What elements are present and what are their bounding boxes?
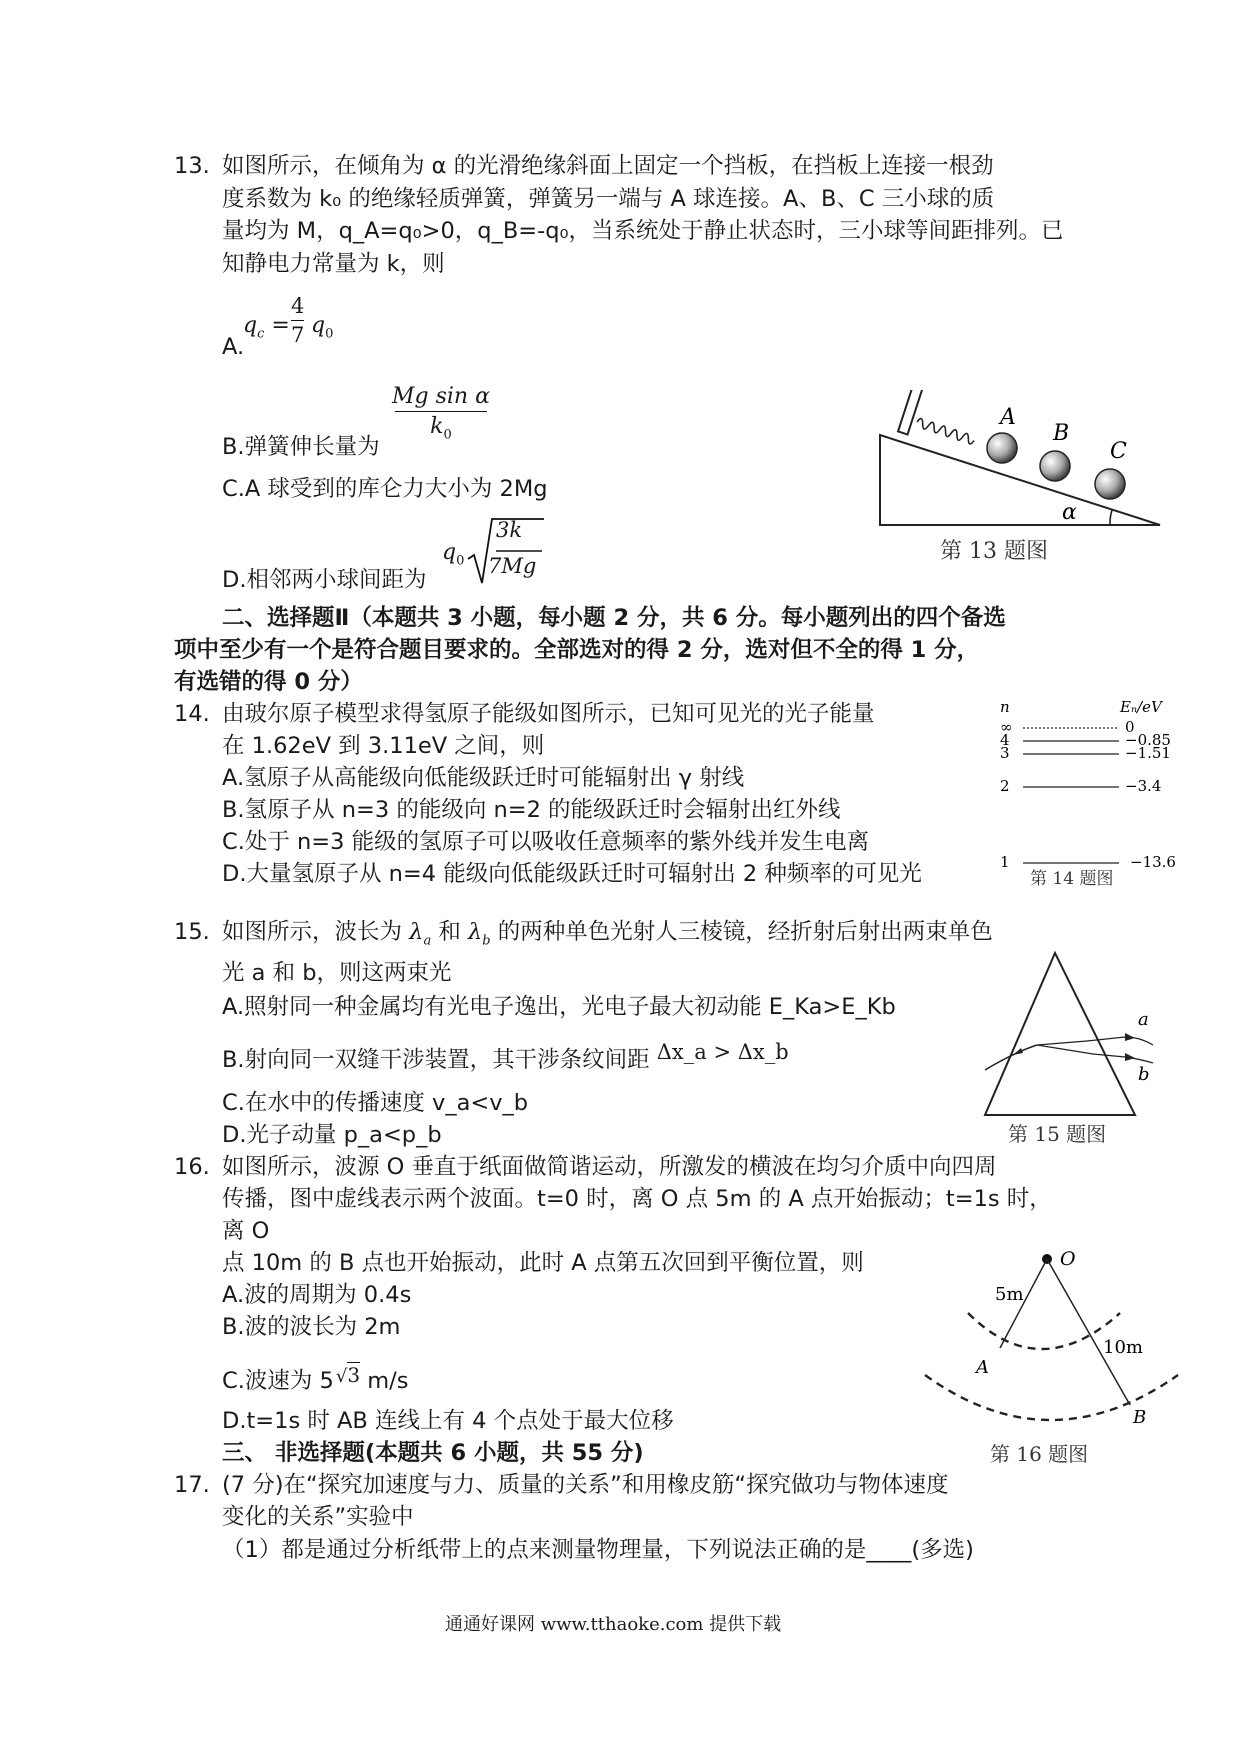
level-n: 4 <box>1000 731 1010 749</box>
q15-line1: 如图所示，波长为 $\lambda_a$ 和 $\lambda_b$ 的两种单色光射人三棱镜，经折射后射出两束单色 <box>222 919 993 949</box>
ball-c <box>1095 469 1125 499</box>
label-alpha: α <box>1062 500 1077 525</box>
e-header: Eₙ/eV <box>1120 698 1162 716</box>
section2-line1: 二、选择题Ⅱ（本题共 3 小题，每小题 2 分，共 6 分。每小题列出的四个备选 <box>222 605 1006 631</box>
q16-line2: 传播，图中虚线表示两个波面。t=0 时，离 O 点 5m 的 A 点开始振动；t=1s 时， <box>222 1186 1052 1212</box>
q13-option-d-coef: $q_0$ <box>442 540 465 569</box>
baffle <box>898 390 922 435</box>
ball-a <box>987 433 1017 463</box>
level-n: 3 <box>1000 744 1010 762</box>
q14-number: 14. <box>174 701 210 727</box>
q14-option-a: A.氢原子从高能级向低能级跃迁时可能辐射出 γ 射线 <box>222 765 745 791</box>
q13-option-d: D.相邻两小球间距为 <box>222 567 427 593</box>
q14-option-b: B.氢原子从 n=3 的能级向 n=2 的能级跃迁时会辐射出红外线 <box>222 797 841 823</box>
q15-option-d: D.光子动量 p_a<p_b <box>222 1122 442 1148</box>
prism <box>985 953 1135 1115</box>
q13-option-a-lhs: $q_c$ = <box>243 313 290 342</box>
q13-line4: 知静电力常量为 k，则 <box>222 251 445 277</box>
level-e: −1.51 <box>1125 744 1171 762</box>
q15-figure-caption: 第 15 题图 <box>1008 1122 1107 1146</box>
section3-title: 三、 非选择题(本题共 6 小题，共 55 分) <box>222 1440 644 1466</box>
level-e: −3.4 <box>1125 777 1162 795</box>
q16-figure-caption: 第 16 题图 <box>990 1442 1089 1466</box>
q16-option-c: C.波速为 5 √3 m/s <box>222 1363 409 1394</box>
incident-ray <box>985 1045 1037 1070</box>
q16-option-d: D.t=1s 时 AB 连线上有 4 个点处于最大位移 <box>222 1408 674 1434</box>
q14-option-c: C.处于 n=3 能级的氢原子可以吸收任意频率的紫外线并发生电离 <box>222 829 870 855</box>
q13-option-a-label: A. <box>222 334 245 360</box>
q14-option-d: D.大量氢原子从 n=4 能级向低能级跃迁时可辐射出 2 种频率的可见光 <box>222 861 922 887</box>
q13-line3: 量均为 M，q_A=q₀>0，q_B=-q₀，当系统处于静止状态时，三小球等间距排列。已 <box>222 218 1064 244</box>
label-b: B <box>1133 1407 1147 1428</box>
label-10m: 10m <box>1103 1337 1143 1358</box>
section2-line2: 项中至少有一个是符合题目要求的。全部选对的得 2 分，选对但不全的得 1 分， <box>174 637 980 663</box>
label-o: O <box>1060 1248 1076 1270</box>
q16-line3: 离 O <box>222 1218 270 1244</box>
q14-energy-level-figure <box>995 696 1185 896</box>
q17-sub1: （1）都是通过分析纸带上的点来测量物理量，下列说法正确的是____(多选) <box>222 1537 974 1563</box>
q13-option-c: C.A 球受到的库仑力大小为 2Mg <box>222 476 548 502</box>
q16-line1: 如图所示，波源 O 垂直于纸面做简谐运动，所激发的横波在均匀介质中向四周 <box>222 1154 997 1180</box>
level-n: 1 <box>1000 853 1010 871</box>
q13-option-a-rhs: $q_0$ <box>311 313 334 342</box>
level-e: −0.85 <box>1125 731 1171 749</box>
ray-b <box>1093 1054 1153 1063</box>
q13-option-d-den: 7Mg <box>488 554 537 578</box>
q16-option-a: A.波的周期为 0.4s <box>222 1282 412 1308</box>
wavefront-inner <box>968 1313 1120 1349</box>
q13-number: 13. <box>174 153 210 179</box>
q15-prism-figure <box>975 945 1175 1145</box>
q13-option-d-num: 3k <box>496 518 523 542</box>
q13-option-b: B.弹簧伸长量为 <box>222 434 380 460</box>
q16-number: 16. <box>174 1154 210 1180</box>
q15-number: 15. <box>174 919 210 945</box>
q16-line4: 点 10m 的 B 点也开始振动，此时 A 点第五次回到平衡位置，则 <box>222 1250 864 1276</box>
n-header: n <box>1000 698 1010 716</box>
label-a: a <box>1138 1009 1149 1030</box>
label-a: A <box>976 1357 989 1378</box>
label-c: C <box>1110 439 1127 464</box>
label-b: b <box>1138 1064 1150 1085</box>
level-e: 0 <box>1125 718 1135 736</box>
q13-option-b-fraction: Mg sin α $k_0$ <box>392 384 490 443</box>
q14-line2: 在 1.62eV 到 3.11eV 之间，则 <box>222 733 545 759</box>
q15-option-b: B.射向同一双缝干涉装置，其干涉条纹间距 Δx_a > Δx_b <box>222 1040 789 1073</box>
level-n: ∞ <box>1000 718 1013 736</box>
label-b: B <box>1053 421 1070 446</box>
q15-option-a: A.照射同一种金属均有光电子逸出，光电子最大初动能 E_Ka>E_Kb <box>222 994 896 1020</box>
q17-line2: 变化的关系”实验中 <box>222 1504 414 1530</box>
label-a: A <box>1000 405 1016 430</box>
section2-line3: 有选错的得 0 分） <box>174 669 363 695</box>
q13-line2: 度系数为 k₀ 的绝缘轻质弹簧，弹簧另一端与 A 球连接。A、B、C 三小球的质 <box>222 186 995 212</box>
q16-wave-figure <box>920 1245 1200 1445</box>
spring-icon <box>916 418 976 445</box>
q13-option-a-fraction: 4 7 <box>291 294 305 347</box>
q16-option-b: B.波的波长为 2m <box>222 1314 401 1340</box>
q13-line1: 如图所示，在倾角为 α 的光滑绝缘斜面上固定一个挡板，在挡板上连接一根劲 <box>222 153 994 179</box>
q14-line1: 由玻尔原子模型求得氢原子能级如图所示，已知可见光的光子能量 <box>222 701 875 727</box>
q15-option-c: C.在水中的传播速度 v_a<v_b <box>222 1090 529 1116</box>
q17-line1: (7 分)在“探究加速度与力、质量的关系”和用橡皮筋“探究做功与物体速度 <box>222 1472 949 1498</box>
footer-text: 通通好课网 www.tthaoke.com 提供下载 <box>445 1614 782 1635</box>
q14-figure-caption: 第 14 题图 <box>1030 869 1114 889</box>
q15-line2: 光 a 和 b，则这两束光 <box>222 960 452 986</box>
level-n: 2 <box>1000 777 1010 795</box>
label-5m: 5m <box>995 1284 1024 1305</box>
ball-b <box>1040 451 1070 481</box>
q13-figure-caption: 第 13 题图 <box>940 539 1048 564</box>
q17-number: 17. <box>174 1472 210 1498</box>
level-e: −13.6 <box>1130 853 1176 871</box>
